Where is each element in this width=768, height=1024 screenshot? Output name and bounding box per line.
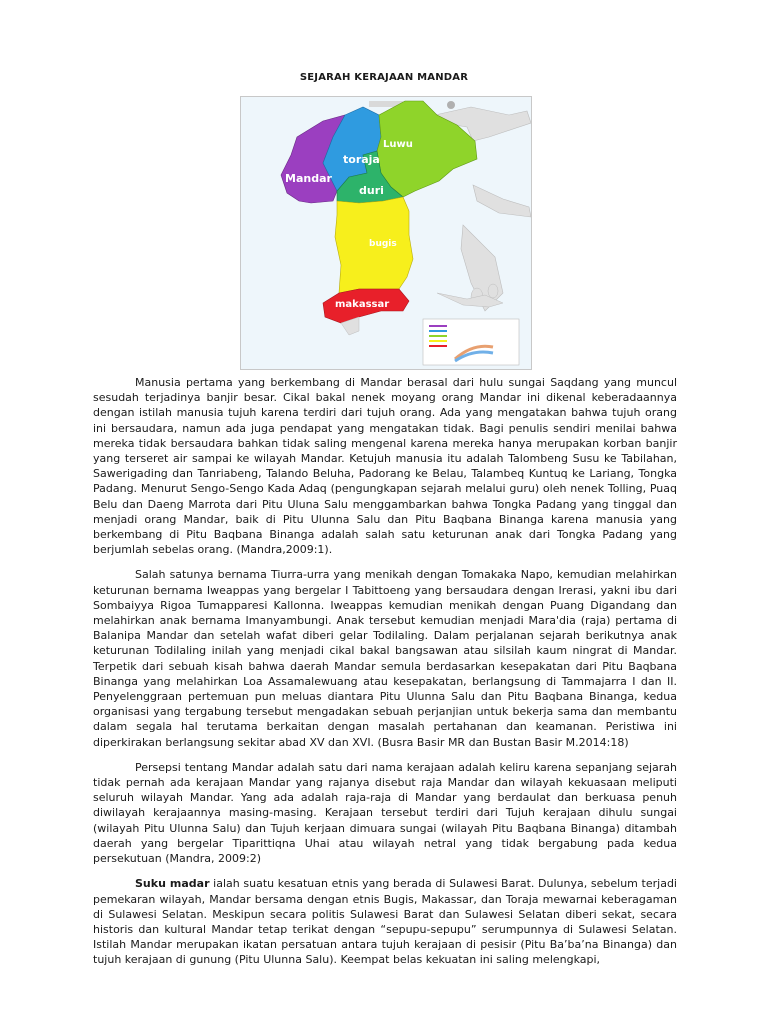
paragraph: Persepsi tentang Mandar adalah satu dari nama kerajaan adalah keliru karena sepanjang sejarah tidak pernah ada kerajaan Mandar yang rajanya disebut raja Mandar dan wilayah kekuasaan meliputi seluruh wilayah Mandar. Yang ada adalah raja-raja di Mandar yang berdaulat dan berkuasa penuh diwilayah kerajaannya masing-masing. Kerajaan tersebut terdiri dari Tujuh kerajaan dihulu sungai (wilayah Pitu Ulunna Salu) dan Tujuh kerjaan dimuara sungai (wilayah Pitu Baqbana Binanga) ditambah daerah yang bergelar Tiparittiqna Uhai atau wilayah netral yang tidak bergabung pada kedua persekutuan (Mandra, 2009:2)	[93, 760, 677, 866]
label-luwu: Luwu	[383, 139, 413, 150]
label-mandar: Mandar	[285, 172, 332, 185]
island-shape	[488, 284, 498, 298]
label-bugis: bugis	[369, 239, 397, 249]
label-makassar: makassar	[335, 299, 390, 310]
paragraph-suku-mandar	[93, 876, 677, 967]
label-duri: duri	[359, 184, 384, 197]
label-toraja: toraja	[343, 153, 380, 166]
legend-swatch	[429, 340, 447, 342]
paragraph-text: ialah suatu kesatuan etnis yang berada di Sulawesi Barat. Dulunya, sebelum terjadi pemekaran wilayah, Mandar bersama dengan etnis Bugis, Makassar, dan Toraja mewarnai keberagaman di Sulawesi Selatan. Meskipun secara politis Sulawesi Barat dan Sulawesi Selatan diberi sekat, secara historis dan kultural Mandar tetap terikat dengan “sepupu-sepupu” serumpunnya di Sulawesi Selatan. Istilah Mandar merupakan ikatan persatuan antara tujuh kerajaan di pesisir (Pitu Ba’ba’na Binanga) dan tujuh kerajaan di gunung (Pitu Ulunna Salu). Keempat belas kekuatan ini saling melengkapi,	[93, 877, 677, 967]
map-emblem-icon	[447, 101, 455, 109]
map-graphic	[241, 97, 531, 369]
legend-swatch	[429, 325, 447, 327]
sulawesi-ethnic-map	[240, 96, 532, 370]
document-title: SEJARAH KERAJAAN MANDAR	[299, 72, 469, 83]
paragraph: Salah satunya bernama Tiurra-urra yang menikah dengan Tomakaka Napo, kemudian melahirkan keturunan bernama Iweappas yang bergelar I Tabittoeng yang bersaudara dengan Irerasi, yakni ibu dari Sombaiyya Rigoa Tumapparesi Kallonna. Iweappas kemudian menikah dengan Puang Digandang dan melahirkan anak bernama Imanyambungi. Anak tersebut kemudian menjadi Mara'dia (raja) pertama di Balanipa Mandar dan setelah wafat diberi gelar Todilaling. Dalam perjalanan sejarah berikutnya anak keturunan Todilaling inilah yang menjadi cikal bakal bangsawan atau silsilah kaum ningrat di Mandar. Terpetik dari sebuah kisah bahwa daerah Mandar semula berdasarkan kesepakatan dari Pitu Baqbana Binanga yang melahirkan Loa Assamalewuang atau kesepakatan, berlangsung di Tammajarra I dan II. Penyelenggraan pertemuan pun meluas diantara Pitu Ulunna Salu dan Pitu Baqbana Binanga, kedua organisasi yang tergabung tersebut mengadakan sebuah perjanjian untuk bekerja sama dan membantu dalam segala hal terutama berkaitan dengan masalah pertahanan dan keamanan. Peristiwa ini diperkirakan berlangsung sekitar abad XV dan XVI. (Busra Basir MR dan Bustan Basir M.2014:18)	[93, 568, 677, 749]
legend-swatch	[429, 335, 447, 337]
document-body	[93, 375, 677, 978]
bold-lead: Suku madar	[135, 877, 210, 891]
east-peninsula-shape	[473, 185, 531, 217]
paragraph: Manusia pertama yang berkembang di Mandar berasal dari hulu sungai Saqdang yang muncul sesudah terjadinya banjir besar. Cikal bakal nenek moyang orang Mandar ini dikenal keberadaannya dengan istilah manusia tujuh karena terdiri dari tujuh orang. Ada yang mengatakan bahwa tujuh orang ini bersaudara, namun ada juga pendapat yang mengatakan tidak. Bagi penulis sendiri menilai bahwa mereka tidak bersaudara bahkan tidak saling mengenal karena mereka hanya merupakan korban banjir yang terseret air sampai ke wilayah Mandar. Ketujuh manusia itu adalah Talombeng Susu ke Tabilahan, Sawerigading dan Tanriabeng, Talando Beluha, Padorang ke Belau, Talambeq Kuntuq ke Lariang, Tongka Padang. Menurut Sengo-Sengo Kada Adaq (pengungkapan sejarah melalui guru) oleh nenek Tolling, Puaq Belu dan Daeng Marrota dari Pitu Uluna Salu menggambarkan bahwa Tongka Padang yang tinggal dan menjadi orang Mandar, baik di Pitu Ulunna Salu dan Pitu Baqbana Binanga karena manusia yang berkembang di Pitu Baqbana Binanga adalah salah satu keturunan anak dari Tongka Padang yang berjumlah sebelas orang. (Mandra,2009:1).	[93, 376, 677, 557]
legend-swatch	[429, 345, 447, 347]
legend-swatch	[429, 330, 447, 332]
